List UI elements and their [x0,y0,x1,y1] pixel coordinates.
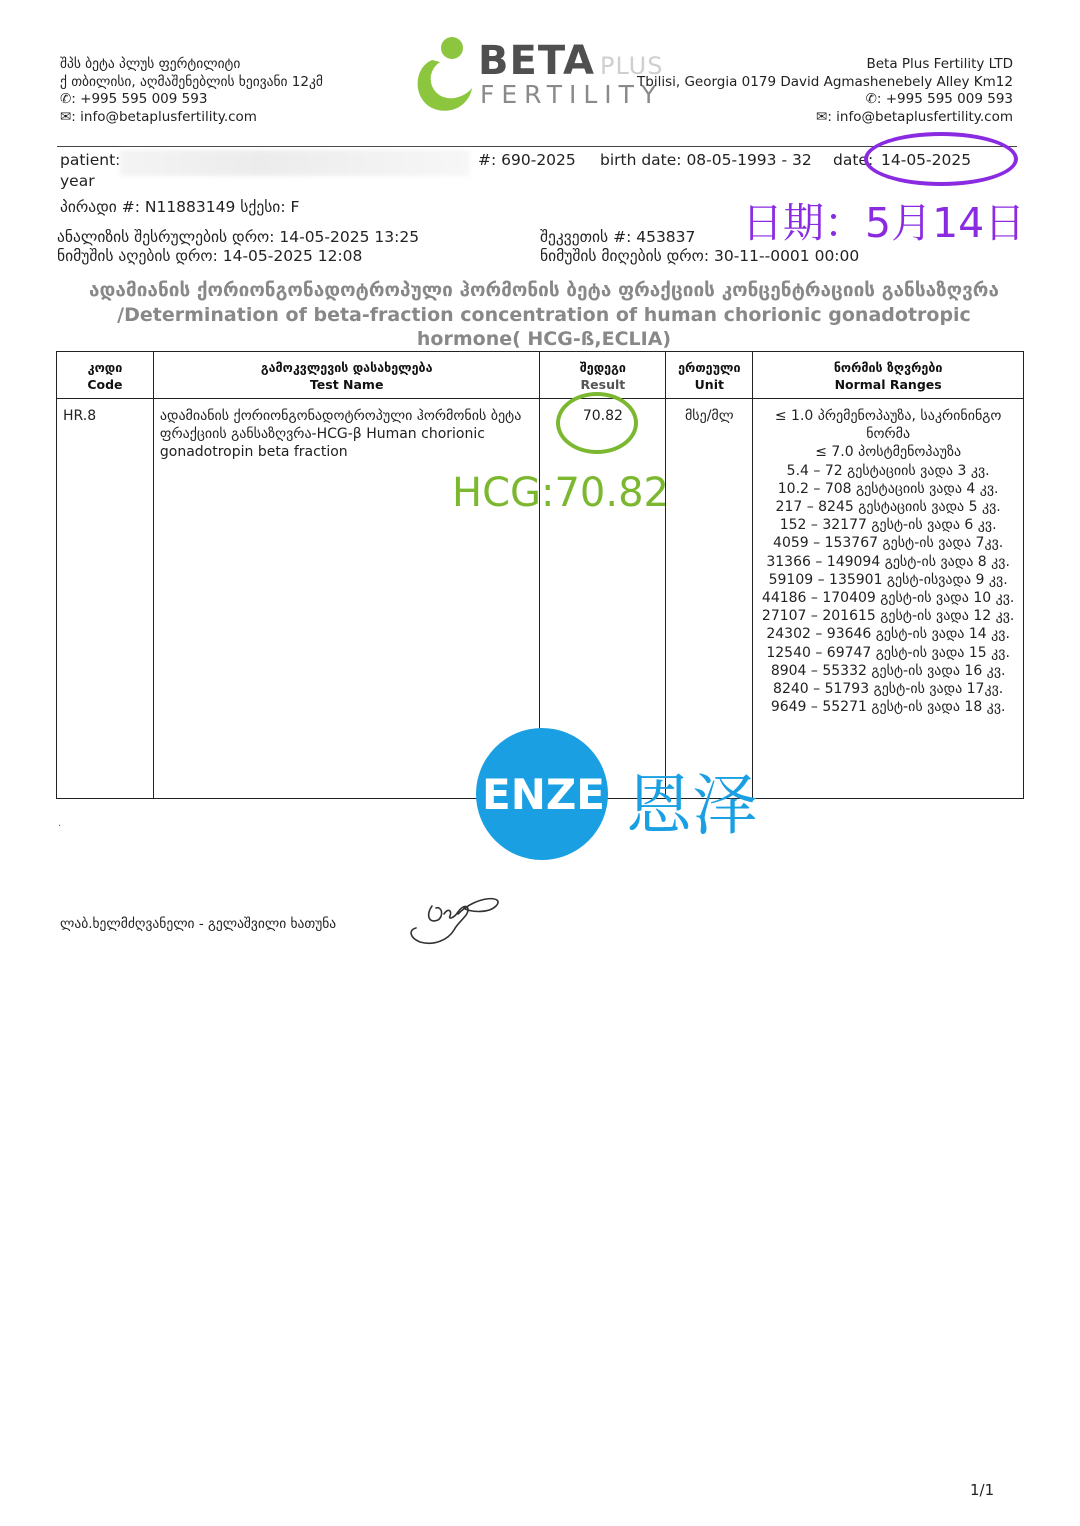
personal-id-sex: პირადი #: N11883149 სქესი: F [60,198,300,216]
clinic-phone-right: ✆: +995 595 009 593 [865,91,1013,107]
order-number: შეკვეთის #: 453837 [540,228,696,246]
clinic-email-right: ✉: info@betaplusfertility.com [816,108,1013,125]
sample-taken-time: ნიმუშის აღების დრო: 14-05-2025 12:08 [57,247,363,265]
watermark-chinese: 恩泽 [626,767,758,844]
watermark-brand: ENZE [482,770,605,819]
range-line: 8904 – 55332 გესტ-ის ვადა 16 კვ. [770,662,1006,679]
logo-plus-text: PLUS [600,52,664,80]
range-line: 5.4 – 72 გესტაციის ვადა 3 კვ. [786,462,990,479]
row-test-name: ადამიანის ქორიონგონადოტროპული ჰორმონის ბეტა ფრაქციის განსაზღვრა-HCG-β Human chorionic gonadotropin beta fraction [153,399,540,799]
table-header-row [57,352,1024,399]
row-code: HR.8 [57,399,154,799]
range-line: 31366 – 149094 გესტ-ის ვადა 8 კვ. [766,553,1010,570]
clinic-name-ka: შპს ბეტა პლუს ფერტილიტი [60,56,241,72]
stray-dot: . [58,818,62,829]
range-line: 217 – 8245 გესტაციის ვადა 5 კვ. [775,499,1001,516]
row-normal-ranges [753,399,1024,799]
report-number: #: 690-2025 [478,151,576,169]
report-title [56,278,1032,352]
range-line: 4059 – 153767 გესტ-ის ვადა 7კვ. [773,535,1004,552]
header-code: კოდი Code [57,352,154,399]
enze-watermark [476,728,776,862]
clinic-phone-left: ✆: +995 595 009 593 [60,91,208,107]
clinic-name-en: Beta Plus Fertility LTD [866,56,1013,72]
range-line: 9649 – 55271 გესტ-ის ვადა 18 კვ. [770,699,1006,716]
row-unit: მსე/მლ [666,399,753,799]
range-line: 152 – 32177 გესტ-ის ვადა 6 კვ. [779,517,997,534]
clinic-email-left: ✉: info@betaplusfertility.com [60,108,257,125]
clinic-address-ka [60,56,323,126]
range-line: 44186 – 170409 გესტ-ის ვადა 10 კვ. [761,590,1015,607]
date-annotation: 日期：5月14日 [742,199,1026,247]
report-title-en-2: hormone( HCG-ß,ECLIA) [416,328,672,350]
clinic-logo [410,32,670,116]
range-line: 59109 – 135901 გესტ-ისვადა 9 კვ. [768,571,1008,588]
header-test-name: გამოკვლევის დასახელება Test Name [153,352,540,399]
report-title-ka: ადამიანის ქორიონგონადოტროპული ჰორმონის ბეტა ფრაქციის კონცენტრაციის განსაზღვრა [89,279,999,301]
report-title-en-1: /Determination of beta-fraction concentration of human chorionic gonadotropic [117,303,971,326]
range-line: ≤ 1.0 პრემენოპაუზა, საკრინინგო ნორმა [774,408,1002,443]
patient-label: patient: [60,151,121,169]
range-line: 12540 – 69747 გესტ-ის ვადა 15 კვ. [766,644,1010,661]
lab-head-label: ლაბ.ხელმძღვანელი - გელაშვილი ხათუნა [60,916,337,932]
header-unit: ერთეული Unit [666,352,753,399]
report-date: 14-05-2025 [881,151,972,169]
range-line: 10.2 – 708 გესტაციის ვადა 4 კვ. [777,480,999,497]
page-number: 1/1 [970,1481,995,1499]
clinic-street-en: Tbilisi, Georgia 0179 David Agmashenebely Alley Km12 [637,73,1013,90]
signature-icon [398,884,518,958]
analysis-time: ანალიზის შესრულების დრო: 14-05-2025 13:25 [57,228,420,246]
range-line: 24302 – 93646 გესტ-ის ვადა 14 კვ. [766,626,1010,643]
patient-year-label: year [60,172,95,190]
header-normal-ranges: ნორმის ზღვრები Normal Ranges [753,352,1024,399]
report-date-label: date: [833,151,874,169]
logo-fertility-text: FERTILITY [480,80,664,109]
clinic-street-ka: ქ თბილისი, აღმაშენებლის ხეივანი 12კმ [60,73,323,90]
patient-name-redacted [120,150,470,176]
range-line: 8240 – 51793 გესტ-ის ვადა 17კვ. [773,681,1004,698]
sample-received-time: ნიმუშის მიღების დრო: 30-11--0001 00:00 [540,247,860,265]
birth-date: birth date: 08-05-1993 - 32 [600,151,812,169]
clinic-address-en [637,56,1013,126]
header-result: შედეგი Result [540,352,666,399]
logo-beta-text: BETA [478,38,595,84]
hcg-annotation: HCG:70.82 [452,470,669,516]
row-result: 70.82 [540,399,666,799]
result-highlight-circle [556,392,638,454]
range-line: 27107 – 201615 გესტ-ის ვადა 12 კვ. [761,608,1015,625]
date-highlight-circle [864,132,1018,186]
range-line: ≤ 7.0 პოსტმენოპაუზა [815,444,962,461]
